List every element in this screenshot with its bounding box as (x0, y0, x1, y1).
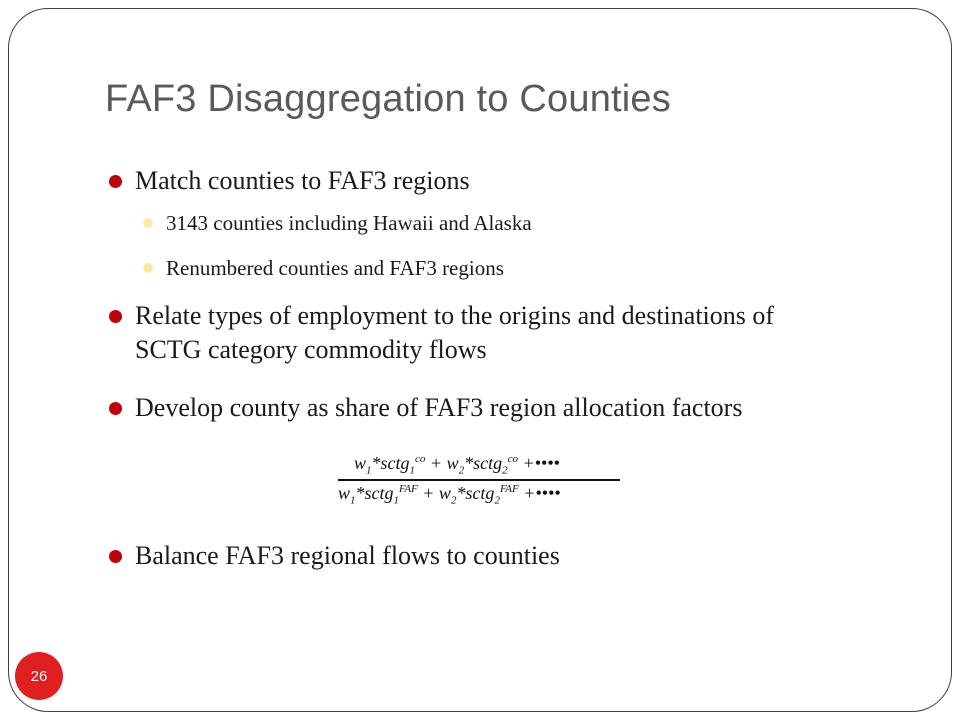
formula-numerator: $w_1*sctg_1^{co}$ + $w_2*sctg_2^{co}$ +•••• (354, 453, 560, 477)
bullet-marker (109, 550, 122, 563)
subbullet-renumbered (166, 255, 504, 281)
page-number-badge: 26 (15, 652, 63, 700)
bullet-relate-employment (135, 299, 774, 367)
bullet-text: Develop county as share of FAF3 region allocation factors (135, 393, 743, 422)
subbullet-3143-counties (166, 210, 532, 236)
subbullet-text: 3143 counties including Hawaii and Alaska (166, 211, 532, 235)
bullet-match-counties (135, 164, 470, 198)
bullet-text: Match counties to FAF3 regions (135, 166, 470, 195)
subbullet-text: Renumbered counties and FAF3 regions (166, 256, 504, 280)
bullet-text: Balance FAF3 regional flows to counties (135, 541, 560, 570)
subbullet-marker (143, 218, 153, 228)
allocation-factor-formula (338, 451, 620, 511)
subbullet-marker (143, 263, 153, 273)
bullet-marker (109, 310, 122, 323)
bullet-marker (109, 175, 122, 188)
bullet-develop-county-share (135, 391, 742, 425)
bullet-text-line1: Relate types of employment to the origins and destinations of (135, 301, 775, 330)
bullet-marker (109, 402, 122, 415)
formula-denominator: $w_1*sctg_1^{FAF}$ + $w_2*sctg_2^{FAF}$ +•••• (338, 483, 561, 507)
slide-title: FAF3 Disaggregation to Counties (105, 78, 671, 120)
bullet-balance-flows (135, 539, 560, 573)
formula-fraction-bar (338, 479, 620, 481)
bullet-text-line2: SCTG category commodity flows (135, 335, 487, 364)
